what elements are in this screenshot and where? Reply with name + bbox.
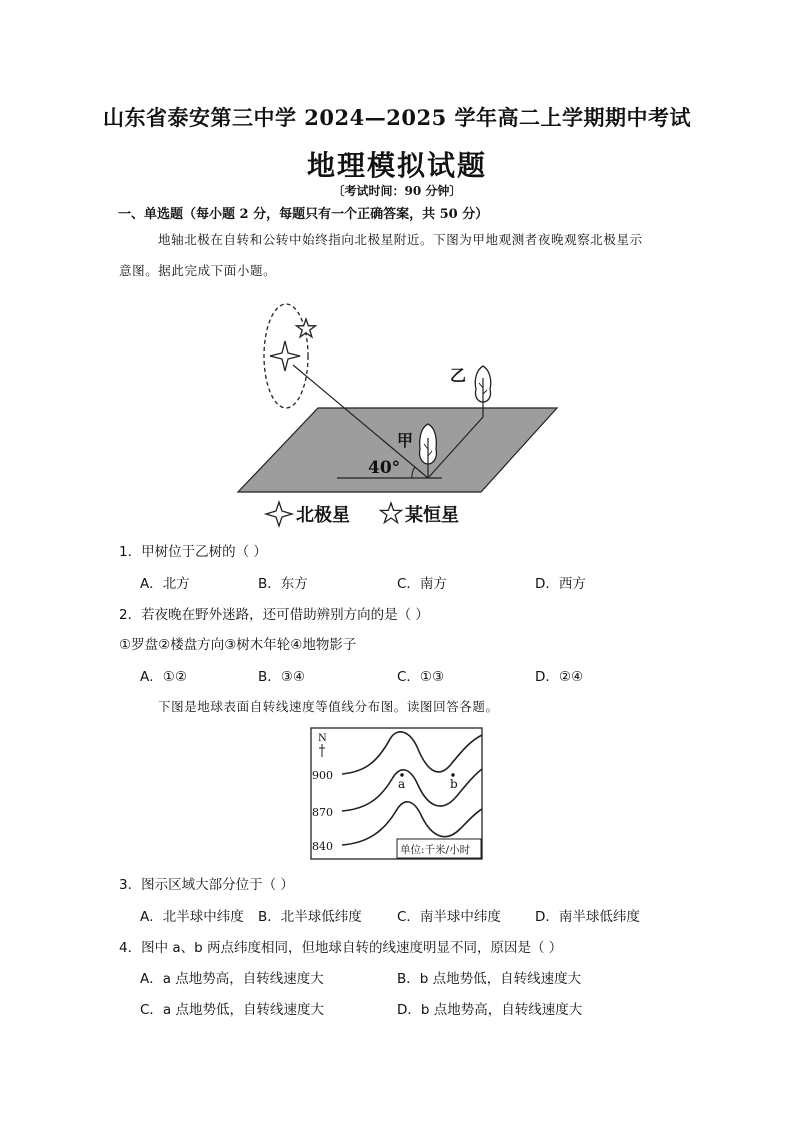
q4-option-a: A．a 点地势高，自转线速度大 [140,971,324,987]
q3-option-a: A．北半球中纬度 [140,909,244,925]
legend-star-icon [381,503,402,523]
q4-option-d: D．b 点地势高，自转线速度大 [397,1002,583,1018]
intro2-line1: 下图是地球表面自转线速度等值线分布图。读图回答各题。 [158,699,499,714]
legend-polaris-icon [266,502,292,526]
legend-polaris-label: 北极星 [296,505,350,526]
north-label: N [318,733,327,744]
point-b-label: b [450,777,458,791]
point-a-label: a [398,777,406,791]
q2-option-a: A．①② [140,669,187,685]
ground-plane [238,408,557,492]
rotation-speed-isoline-map [310,727,484,861]
q1-option-b: B．东方 [258,576,308,592]
legend-star-label: 某恒星 [405,505,459,526]
q4-option-c: C．a 点地势低，自转线速度大 [140,1002,324,1018]
q3-stem: 3．图示区域大部分位于（ ） [119,877,294,893]
q4-option-b: B．b 点地势低，自转线速度大 [397,971,582,987]
contour-label-840: 840 [312,840,333,853]
exam-time: 〔考试时间：90 分钟〕 [332,184,462,198]
q3-option-b: B．北半球低纬度 [258,909,362,925]
q1-option-d: D．西方 [535,576,586,592]
intro1-line1: 地轴北极在自转和公转中始终指向北极星附近。下图为甲地观测者夜晚观察北极星示 [158,232,643,247]
label-yi: 乙 [450,366,467,385]
q4-stem: 4．图中 a、b 两点纬度相同，但地球自转的线速度明显不同，原因是（ ） [119,940,563,956]
q3-option-d: D．南半球低纬度 [535,909,640,925]
angle-label: 40° [368,458,401,478]
q1-option-a: A．北方 [140,576,190,592]
polaris-observation-figure [0,0,794,540]
q1-option-c: C．南方 [397,576,447,592]
contour-label-900: 900 [312,769,333,782]
q2-choices: ①罗盘②楼盘方向③树木年轮④地物影子 [119,637,357,653]
q2-stem: 2．若夜晚在野外迷路，还可借助辨别方向的是（ ） [119,607,429,623]
q1-stem: 1．甲树位于乙树的（ ） [119,544,267,560]
intro1-line2: 意图。据此完成下面小题。 [119,263,277,278]
exam-subtitle: 地理模拟试题 [306,149,487,182]
q2-option-b: B．③④ [258,669,305,685]
section-heading: 一、单选题（每小题 2 分，每题只有一个正确答案，共 50 分） [118,207,489,222]
unit-label: 单位:千米/小时 [400,844,471,856]
contour-label-870: 870 [312,806,333,819]
q2-option-d: D．②④ [535,669,584,685]
q3-option-c: C．南半球中纬度 [397,909,501,925]
q2-option-c: C．①③ [397,669,445,685]
label-jia: 甲 [397,431,414,450]
exam-title: 山东省泰安第三中学 2024—2025 学年高二上学期期中考试 [102,105,691,130]
